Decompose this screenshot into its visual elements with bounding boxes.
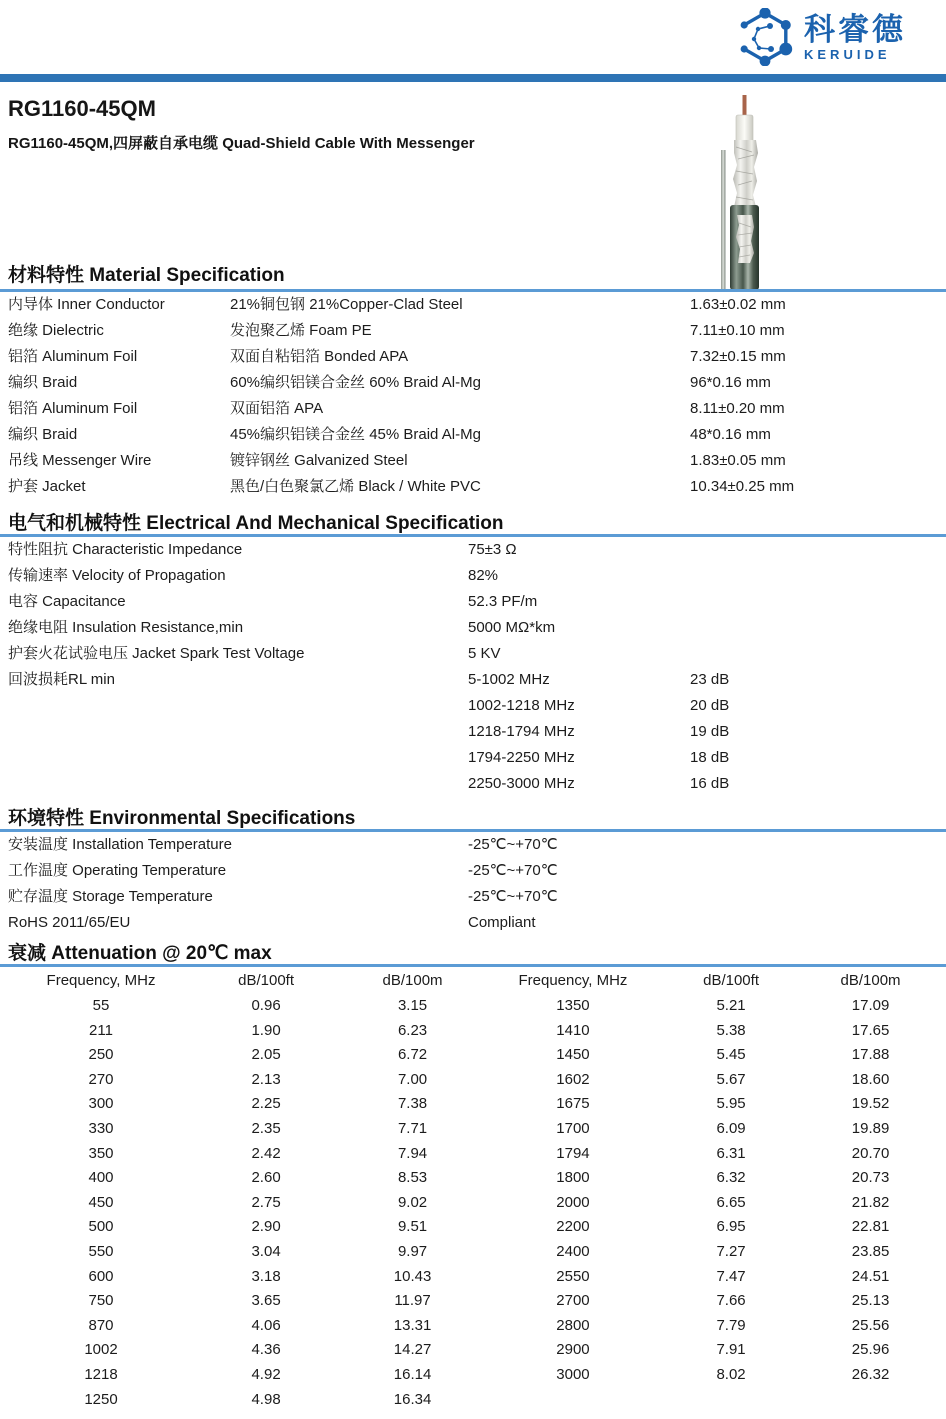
cell: 9.02 <box>397 1193 428 1211</box>
cell: 1410 <box>556 1021 590 1039</box>
table-row <box>8 1117 938 1142</box>
row-label: 电容 Capacitance <box>8 593 126 610</box>
table-row <box>0 344 946 370</box>
row-extra: 20 dB <box>690 697 730 714</box>
cell: 2200 <box>556 1218 590 1236</box>
electrical-spec-heading: 电气和机械特性 Electrical And Mechanical Specification <box>8 513 504 534</box>
table-row <box>0 474 946 500</box>
cell: 6.31 <box>716 1144 746 1162</box>
cell: 5.67 <box>716 1070 746 1088</box>
cell: 7.94 <box>397 1144 428 1162</box>
table-row <box>0 719 946 745</box>
table-row <box>8 1019 938 1044</box>
table-row <box>0 771 946 797</box>
cell: 7.66 <box>716 1292 746 1310</box>
row-label: 铝箔 Aluminum Foil <box>8 400 138 417</box>
cell: 5.45 <box>716 1046 746 1064</box>
row-label: 吊线 Messenger Wire <box>8 452 152 469</box>
row-label: 内导体 Inner Conductor <box>8 296 165 313</box>
table-row <box>8 1289 938 1314</box>
row-extra <box>690 589 946 615</box>
cell: 1250 <box>84 1390 118 1408</box>
cell: 2900 <box>556 1341 590 1359</box>
cell: 2.42 <box>251 1144 281 1162</box>
row-label: 护套 Jacket <box>8 478 86 495</box>
company-logo <box>734 8 906 66</box>
product-subtitle: RG1160-45QM,四屏蔽自承电缆 Quad-Shield Cable With Messenger <box>8 135 475 152</box>
attenuation-rows <box>0 994 946 1412</box>
row-value: 5000 MΩ*km <box>468 619 556 636</box>
cell: 18.60 <box>851 1070 890 1088</box>
row-label: 护套火花试验电压 Jacket Spark Test Voltage <box>8 645 305 662</box>
table-row <box>0 910 946 936</box>
row-label: 工作温度 Operating Temperature <box>8 862 227 879</box>
cell: 20.70 <box>851 1144 890 1162</box>
row-value: 96*0.16 mm <box>690 374 771 391</box>
row-material: 45%编织铝镁合金丝 45% Braid Al-Mg <box>230 426 481 443</box>
cell: 1218 <box>84 1365 118 1383</box>
cell: 16.14 <box>393 1365 432 1383</box>
cell: 330 <box>88 1119 114 1137</box>
row-extra <box>690 563 946 589</box>
row-value: 82% <box>468 567 499 584</box>
cable-product-image <box>690 95 800 290</box>
cell: 7.47 <box>716 1267 746 1285</box>
cell: 24.51 <box>851 1267 890 1285</box>
cell: 1675 <box>556 1095 590 1113</box>
cell: 10.43 <box>393 1267 432 1285</box>
cell: 2.75 <box>251 1193 281 1211</box>
table-row <box>0 858 946 884</box>
row-value: 1794-2250 MHz <box>468 749 575 766</box>
table-row <box>8 1265 938 1290</box>
row-material: 黑色/白色聚氯乙烯 Black / White PVC <box>230 478 481 495</box>
dielectric-layer <box>736 115 753 142</box>
logo-english-name: KERUIDE <box>804 46 891 62</box>
section-rule <box>0 964 946 967</box>
row-value: 8.11±0.20 mm <box>690 400 785 417</box>
row-label: 编织 Braid <box>8 426 78 443</box>
table-row <box>8 1338 938 1363</box>
row-value: -25℃~+70℃ <box>468 888 558 905</box>
cell: 7.00 <box>397 1070 428 1088</box>
table-row <box>0 422 946 448</box>
table-row <box>0 318 946 344</box>
cell: 2400 <box>556 1242 590 1260</box>
cell: 17.88 <box>851 1046 890 1064</box>
row-value: 5-1002 MHz <box>468 671 550 688</box>
row-value: -25℃~+70℃ <box>468 836 558 853</box>
cell: 2.05 <box>251 1046 281 1064</box>
attenuation-table <box>0 968 946 1412</box>
cell <box>659 1388 803 1413</box>
row-extra <box>690 537 946 563</box>
cell: 5.95 <box>716 1095 746 1113</box>
cell: 2.90 <box>251 1218 281 1236</box>
table-row <box>8 1388 938 1413</box>
table-row <box>0 396 946 422</box>
environmental-spec-heading: 环境特性 Environmental Specifications <box>8 808 356 829</box>
cell: 6.23 <box>397 1021 428 1039</box>
row-value: 10.34±0.25 mm <box>690 478 795 495</box>
cell: 6.95 <box>716 1218 746 1236</box>
cell: 3.18 <box>251 1267 281 1285</box>
row-label: 特性阻抗 Characteristic Impedance <box>8 541 243 558</box>
cell: 55 <box>92 997 110 1014</box>
cell: 4.06 <box>251 1316 281 1334</box>
cell: 22.81 <box>851 1218 890 1236</box>
table-row <box>8 1314 938 1339</box>
cell: 600 <box>88 1267 114 1285</box>
cell: 5.38 <box>716 1021 746 1039</box>
cell: 1700 <box>556 1119 590 1137</box>
cell: 20.73 <box>851 1169 890 1187</box>
cell: 7.91 <box>716 1341 746 1359</box>
cell: 5.21 <box>716 997 746 1014</box>
molecule-logo-icon <box>734 8 796 66</box>
table-row <box>0 884 946 910</box>
cell: 25.13 <box>851 1292 890 1310</box>
column-header: Frequency, MHz <box>518 972 628 989</box>
environmental-spec-table <box>0 832 946 936</box>
logo-text <box>804 13 906 62</box>
row-value: 7.11±0.10 mm <box>690 322 785 339</box>
table-row <box>0 589 946 615</box>
cell: 21.82 <box>851 1193 890 1211</box>
cell: 1800 <box>556 1169 590 1187</box>
row-label: 安装温度 Installation Temperature <box>8 836 232 853</box>
cell: 6.32 <box>716 1169 746 1187</box>
row-label <box>8 745 468 771</box>
row-material: 60%编织铝镁合金丝 60% Braid Al-Mg <box>230 374 481 391</box>
table-row <box>8 1142 938 1167</box>
cell: 2.35 <box>251 1119 281 1137</box>
row-value: -25℃~+70℃ <box>468 862 558 879</box>
logo-chinese-name: 科睿德 <box>804 11 906 47</box>
row-extra: 18 dB <box>690 749 730 766</box>
row-label: 贮存温度 Storage Temperature <box>8 888 213 905</box>
cell: 2.13 <box>251 1070 281 1088</box>
row-label: 编织 Braid <box>8 374 78 391</box>
table-row <box>8 1068 938 1093</box>
row-extra: 19 dB <box>690 723 730 740</box>
cell: 500 <box>88 1218 114 1236</box>
cell: 11.97 <box>394 1292 431 1310</box>
cell: 8.02 <box>716 1365 746 1383</box>
row-value: 7.32±0.15 mm <box>690 348 786 365</box>
cell: 17.09 <box>851 997 890 1014</box>
column-header: Frequency, MHz <box>46 972 156 989</box>
cell: 19.52 <box>851 1095 890 1113</box>
cell: 1450 <box>556 1046 590 1064</box>
row-value: 48*0.16 mm <box>690 426 771 443</box>
row-value: 52.3 PF/m <box>468 593 538 610</box>
attenuation-header-row <box>8 968 938 994</box>
column-header: dB/100ft <box>238 972 295 989</box>
cell: 1602 <box>556 1070 590 1088</box>
cell: 2550 <box>556 1267 590 1285</box>
cell: 8.53 <box>397 1169 428 1187</box>
cell: 550 <box>88 1242 114 1260</box>
messenger-wire <box>721 150 726 290</box>
cell: 7.79 <box>716 1316 746 1334</box>
row-value: 2250-3000 MHz <box>468 775 575 792</box>
cell: 3.04 <box>251 1242 281 1260</box>
cell: 2.25 <box>251 1095 281 1113</box>
cell: 300 <box>88 1095 114 1113</box>
table-row <box>8 1363 938 1388</box>
cell: 450 <box>88 1193 114 1211</box>
table-row <box>8 1043 938 1068</box>
material-spec-heading: 材料特性 Material Specification <box>8 265 285 286</box>
row-value: 5 KV <box>468 645 501 662</box>
cell: 870 <box>88 1316 114 1334</box>
table-row <box>0 641 946 667</box>
row-label: RoHS 2011/65/EU <box>8 914 131 931</box>
row-extra <box>690 615 946 641</box>
table-row <box>0 832 946 858</box>
row-label <box>8 771 468 797</box>
table-row <box>0 667 946 693</box>
cell: 4.98 <box>251 1390 281 1408</box>
cell: 16.34 <box>393 1390 432 1408</box>
cell: 2800 <box>556 1316 590 1334</box>
cell: 1794 <box>556 1144 590 1162</box>
cell: 6.65 <box>716 1193 746 1211</box>
column-header: dB/100m <box>382 972 443 989</box>
column-header: dB/100m <box>840 972 901 989</box>
cell: 2000 <box>556 1193 590 1211</box>
table-row <box>0 693 946 719</box>
cell: 1350 <box>556 997 590 1014</box>
row-material: 镀锌钢丝 Galvanized Steel <box>230 452 408 469</box>
cell: 250 <box>88 1046 114 1064</box>
cell: 19.89 <box>851 1119 890 1137</box>
cell: 6.72 <box>397 1046 428 1064</box>
row-material: 21%铜包钢 21%Copper-Clad Steel <box>230 296 463 313</box>
cell: 2700 <box>556 1292 590 1310</box>
row-label: 回波损耗RL min <box>8 671 115 688</box>
cell <box>803 1388 938 1413</box>
cell: 4.36 <box>251 1341 281 1359</box>
row-value: 1.63±0.02 mm <box>690 296 786 313</box>
cell: 211 <box>89 1021 113 1039</box>
row-extra: 16 dB <box>690 775 730 792</box>
row-value: 75±3 Ω <box>468 541 517 558</box>
cell: 25.56 <box>851 1316 890 1334</box>
row-value: 1.83±0.05 mm <box>690 452 786 469</box>
row-label: 传输速率 Velocity of Propagation <box>8 567 226 584</box>
row-label: 绝缘 Dielectric <box>8 322 104 339</box>
cell: 350 <box>88 1144 114 1162</box>
cell: 13.31 <box>393 1316 432 1334</box>
cell: 26.32 <box>851 1365 890 1383</box>
row-extra: 23 dB <box>690 671 730 688</box>
cell: 7.27 <box>716 1242 746 1260</box>
cell <box>487 1388 659 1413</box>
cell: 0.96 <box>251 997 281 1014</box>
cell: 9.51 <box>397 1218 428 1236</box>
cell: 2.60 <box>251 1169 281 1187</box>
row-label <box>8 719 468 745</box>
cell: 6.09 <box>716 1119 746 1137</box>
table-row <box>0 745 946 771</box>
table-row <box>0 537 946 563</box>
row-label: 铝箔 Aluminum Foil <box>8 348 138 365</box>
column-header: dB/100ft <box>703 972 759 989</box>
cell: 14.27 <box>393 1341 432 1359</box>
cell: 25.96 <box>851 1341 890 1359</box>
table-row <box>8 994 938 1019</box>
table-row <box>0 292 946 318</box>
product-model-title: RG1160-45QM <box>8 96 156 121</box>
cell: 23.85 <box>851 1242 890 1260</box>
header-divider-bar <box>0 74 946 82</box>
row-label <box>8 693 468 719</box>
cell: 17.65 <box>851 1021 890 1039</box>
row-value: 1218-1794 MHz <box>468 723 575 740</box>
cell: 3000 <box>556 1365 590 1383</box>
row-label: 绝缘电阻 Insulation Resistance,min <box>8 619 244 636</box>
row-value: Compliant <box>468 914 536 931</box>
cell: 7.71 <box>397 1119 428 1137</box>
cell: 4.92 <box>251 1365 281 1383</box>
row-value: 1002-1218 MHz <box>468 697 575 714</box>
table-row <box>8 1240 938 1265</box>
cell: 400 <box>88 1169 114 1187</box>
row-material: 双面自粘铝箔 Bonded APA <box>230 348 409 365</box>
table-row <box>0 370 946 396</box>
material-spec-table <box>0 292 946 500</box>
electrical-spec-table <box>0 537 946 797</box>
row-material: 双面铝箔 APA <box>230 400 324 417</box>
table-row <box>8 1215 938 1240</box>
table-row <box>0 615 946 641</box>
cell: 750 <box>88 1292 114 1310</box>
cell: 1.90 <box>251 1021 281 1039</box>
cell: 270 <box>88 1070 114 1088</box>
table-row <box>8 1166 938 1191</box>
table-row <box>8 1191 938 1216</box>
row-extra <box>690 641 946 667</box>
table-row <box>0 448 946 474</box>
cell: 3.65 <box>251 1292 281 1310</box>
cell: 7.38 <box>397 1095 428 1113</box>
table-row <box>0 563 946 589</box>
table-row <box>8 1092 938 1117</box>
attenuation-heading: 衰减 Attenuation @ 20℃ max <box>8 943 272 964</box>
cell: 9.97 <box>397 1242 428 1260</box>
cell: 3.15 <box>397 997 428 1014</box>
cell: 1002 <box>84 1341 118 1359</box>
row-material: 发泡聚乙烯 Foam PE <box>230 322 372 339</box>
